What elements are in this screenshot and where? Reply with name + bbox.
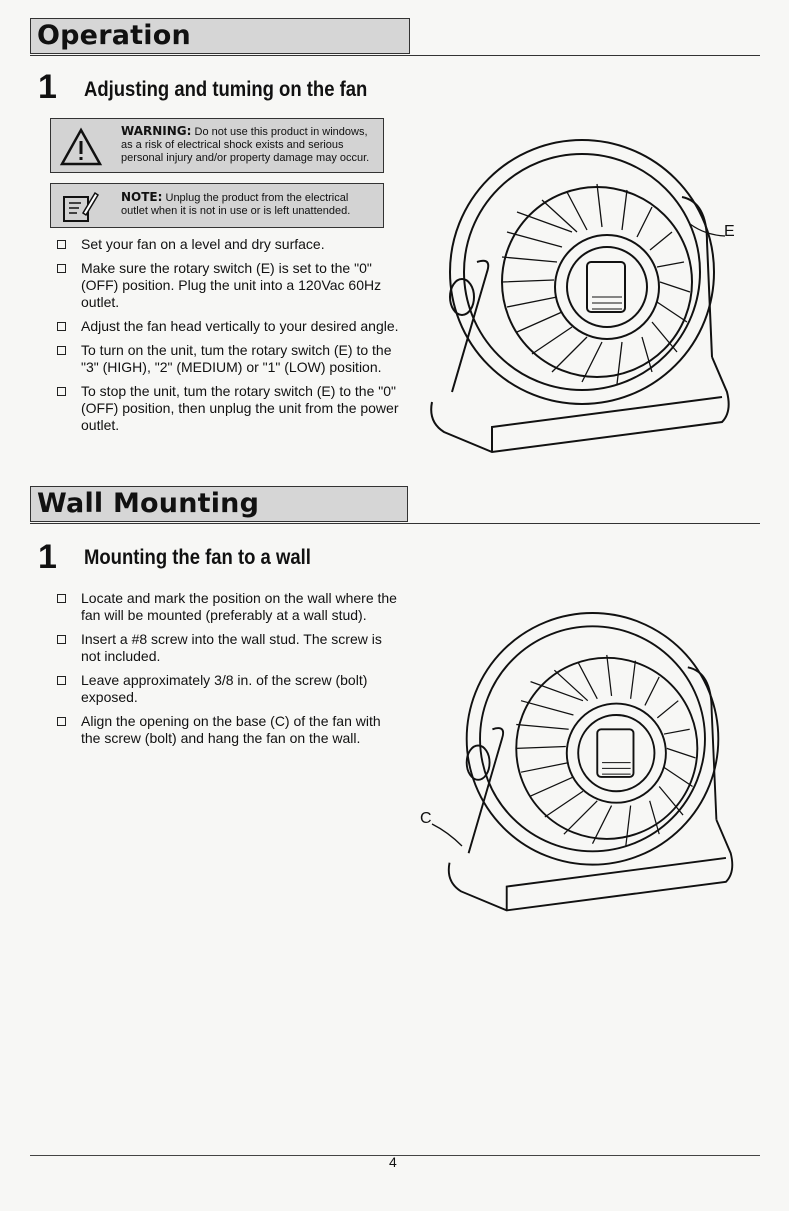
callout-label-c: C [420, 810, 432, 827]
wall-steps-list [55, 590, 400, 754]
operation-step-title: Adjusting and tuming on the fan [84, 78, 368, 101]
list-item: Leave approximately 3/8 in. of the screw (bolt) exposed. [55, 672, 400, 706]
note-text-block [121, 191, 375, 218]
wall-step-title: Mounting the fan to a wall [84, 546, 311, 569]
callout-label-e: E [724, 223, 735, 240]
operation-steps-list [55, 236, 405, 441]
checkbox-icon [57, 240, 66, 249]
note-label: NOTE: [121, 190, 163, 204]
warning-text: Do not use this product in windows, as a risk of electrical shock exists and serious personal injury and/or property damage may occur. [121, 126, 370, 164]
fan-illustration-operation [422, 122, 742, 457]
list-item: Locate and mark the position on the wall where the fan will be mounted (preferably at a wall stud). [55, 590, 400, 624]
checkbox-icon [57, 676, 66, 685]
note-pencil-icon [59, 189, 99, 225]
wall-mounting-divider [30, 523, 760, 524]
list-item: Make sure the rotary switch (E) is set to the "0" (OFF) position. Plug the unit into a 120Vac 60Hz outlet. [55, 260, 405, 311]
page-number: 4 [389, 1154, 397, 1170]
operation-section-header [30, 18, 410, 54]
warning-label: WARNING: [121, 124, 192, 138]
list-item: Set your fan on a level and dry surface. [55, 236, 405, 253]
list-item: To stop the unit, tum the rotary switch (E) to the "0" (OFF) position, then unplug the unit from the power outlet. [55, 383, 405, 434]
checkbox-icon [57, 346, 66, 355]
wall-mounting-section-header [30, 486, 408, 522]
checkbox-icon [57, 387, 66, 396]
callout-leader-c [428, 822, 468, 852]
operation-section-title: Operation [37, 20, 191, 51]
wall-mounting-section-title: Wall Mounting [37, 488, 260, 519]
note-box [50, 183, 384, 228]
checkbox-icon [57, 717, 66, 726]
note-text: Unplug the product from the electrical outlet when it is not in use or is left unattended. [121, 192, 351, 217]
checkbox-icon [57, 322, 66, 331]
operation-step-number: 1 [38, 68, 57, 106]
wall-step-number: 1 [38, 538, 57, 576]
operation-divider [30, 55, 760, 56]
warning-text-block [121, 125, 375, 165]
list-item: To turn on the unit, tum the rotary switch (E) to the "3" (HIGH), "2" (MEDIUM) or "1" (LOW) position. [55, 342, 405, 376]
checkbox-icon [57, 264, 66, 273]
warning-box [50, 118, 384, 173]
warning-triangle-icon [59, 127, 103, 167]
fan-illustration-wall [440, 588, 745, 923]
list-item: Insert a #8 screw into the wall stud. The screw is not included. [55, 631, 400, 665]
list-item: Adjust the fan head vertically to your desired angle. [55, 318, 405, 335]
list-item: Align the opening on the base (C) of the fan with the screw (bolt) and hang the fan on the wall. [55, 713, 400, 747]
checkbox-icon [57, 635, 66, 644]
checkbox-icon [57, 594, 66, 603]
